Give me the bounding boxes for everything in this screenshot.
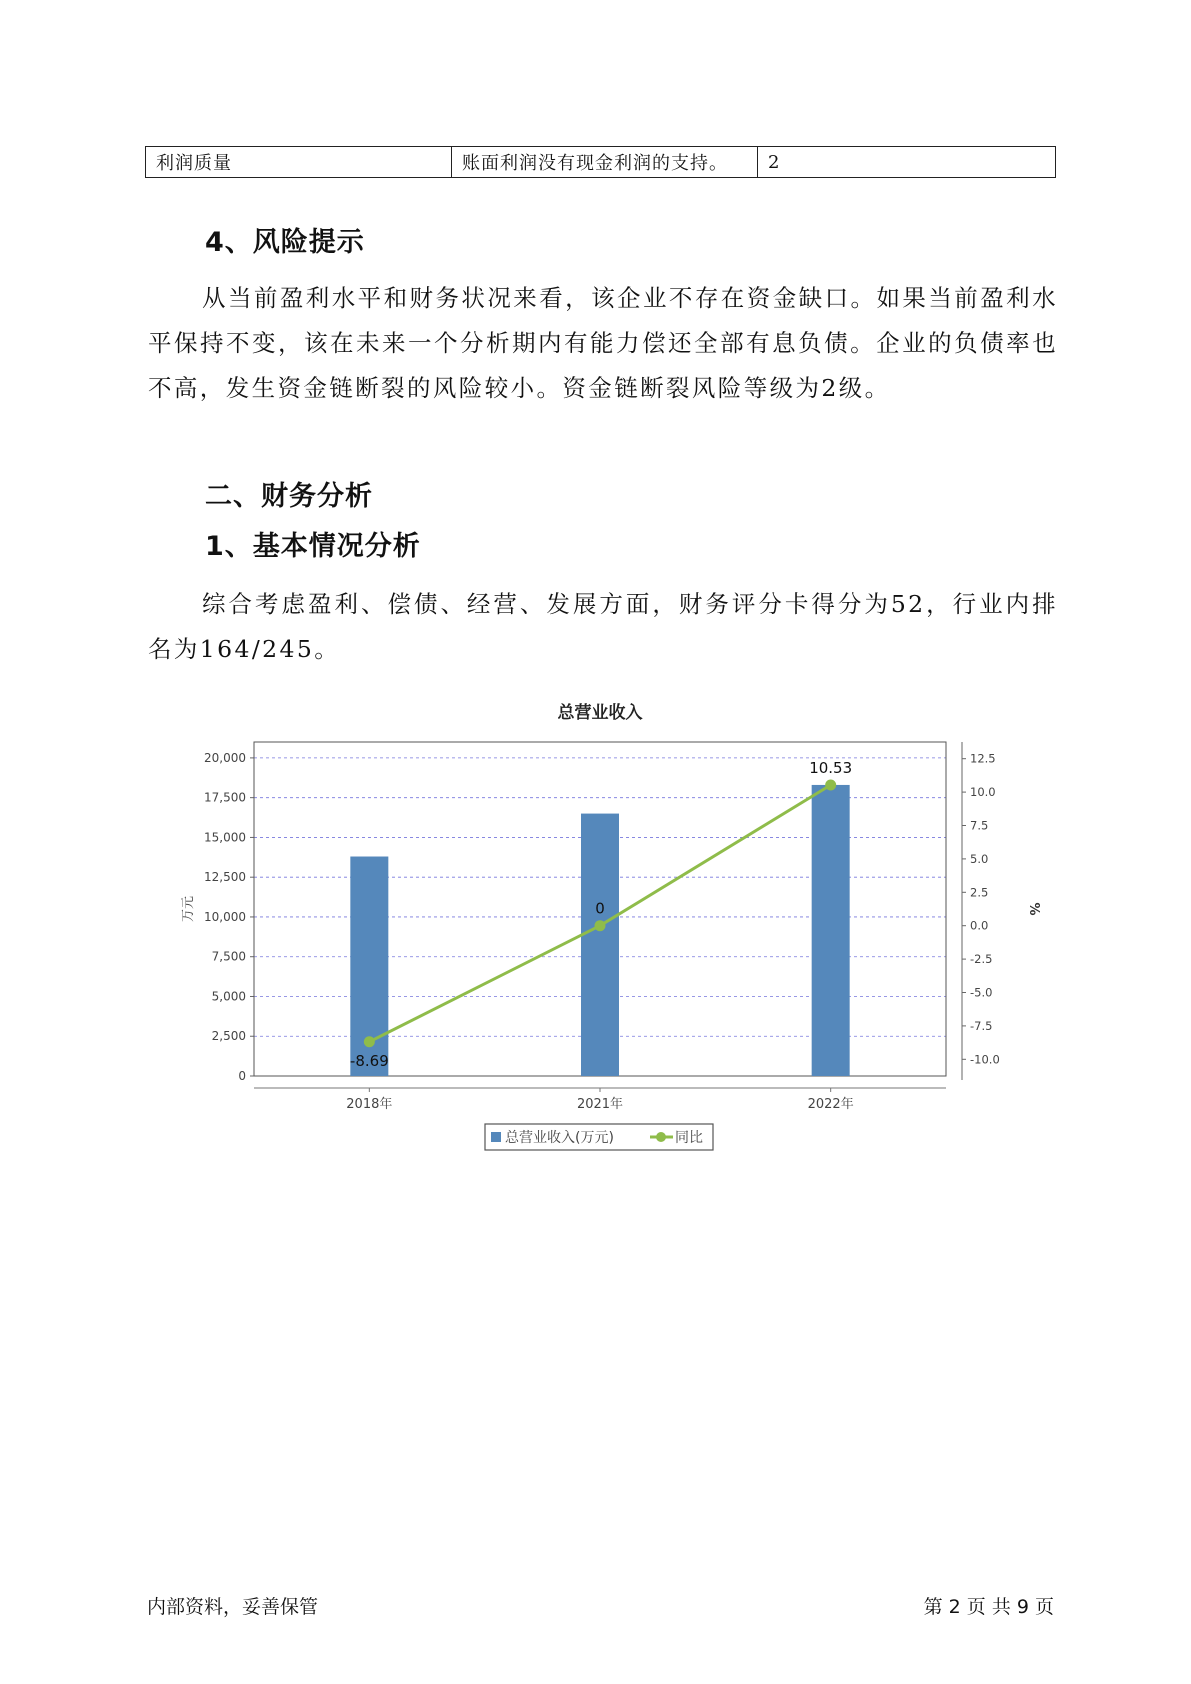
y-tick-label: 12,500 [204,870,246,885]
legend-line-marker [656,1132,666,1142]
legend-label: 同比 [675,1130,703,1146]
yoy-point [825,780,836,791]
yoy-point [364,1036,375,1047]
y2-tick-label: -7.5 [970,1018,993,1033]
table-cell-item: 利润质量 [146,147,452,178]
data-label: -8.69 [349,1051,389,1070]
basic-analysis-heading: 1、基本情况分析 [205,531,421,562]
x-tick-label: 2021年 [576,1097,624,1112]
table-row [146,147,1056,178]
y-tick-label: 17,500 [204,790,246,805]
y2-axis-label: % [1026,902,1041,916]
y-tick-label: 0 [238,1069,246,1083]
y2-tick-label: 0.0 [970,918,989,933]
y2-tick-label: 7.5 [970,818,989,833]
risk-paragraph: 从当前盈利水平和财务状况来看，该企业不存在资金缺口。如果当前盈利水平保持不变，该在未来一个分析期内有能力偿还全部有息负债。企业的负债率也不高，发生资金链断裂的风险较小。资金链断裂风险等级为2级。 [148,284,1058,402]
y-tick-label: 2,500 [211,1029,246,1044]
y2-tick-label: 5.0 [970,851,989,866]
y2-tick-label: -2.5 [970,952,993,967]
footer-confidential: 内部资料，妥善保管 [147,1596,319,1618]
bar [812,785,850,1076]
legend-label: 总营业收入(万元) [505,1130,614,1146]
bar [581,814,619,1076]
y-tick-label: 20,000 [204,750,246,765]
y2-tick-label: -10.0 [970,1052,1000,1067]
y2-tick-label: 12.5 [970,751,996,766]
y-axis-label: 万元 [181,895,196,923]
y-tick-label: 15,000 [204,830,246,845]
footer-page-number: 第 2 页 共 9 页 [923,1596,1054,1618]
yoy-point [595,920,606,931]
y2-tick-label: 2.5 [970,885,989,900]
evaluation-table [145,146,1056,178]
y-tick-label: 5,000 [211,989,246,1004]
chart-title: 总营业收入 [557,703,643,723]
y-tick-label: 7,500 [211,949,246,964]
data-label: 0 [595,899,605,918]
revenue-chart [170,690,1041,1170]
y2-tick-label: -5.0 [970,985,993,1000]
table-cell-description: 账面利润没有现金利润的支持。 [452,147,758,178]
table-cell-value: 2 [758,147,1056,178]
x-tick-label: 2022年 [807,1097,854,1112]
data-label: 10.53 [809,759,853,778]
finance-heading: 二、财务分析 [205,481,373,512]
basic-analysis-paragraph: 综合考虑盈利、偿债、经营、发展方面，财务评分卡得分为52，行业内排名为164/245。 [148,590,1058,663]
y-tick-label: 10,000 [204,909,246,924]
x-tick-label: 2018年 [346,1097,393,1112]
y2-tick-label: 10.0 [970,785,996,800]
risk-heading: 4、风险提示 [205,227,365,258]
legend-bar-swatch [491,1132,501,1142]
